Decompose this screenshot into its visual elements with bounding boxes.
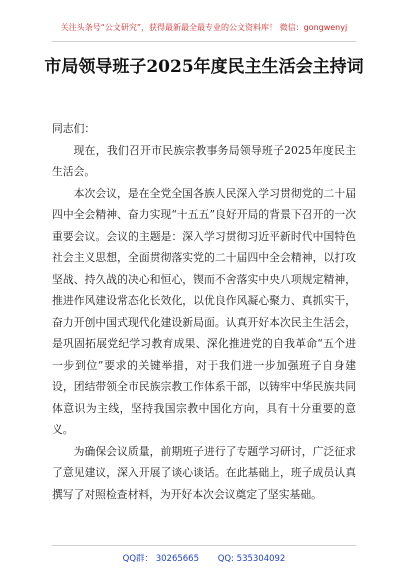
paragraph: 为确保会议质量，前期班子进行了专题学习研讨，广泛征求了意见建议，深入开展了谈心谈话。在此基础上，班子成员认真撰写了对照检查材料，为开好本次会议奠定了坚实基础。 <box>52 444 356 501</box>
footer-divider <box>52 545 356 546</box>
contact-footer <box>0 552 408 564</box>
promo-header: 关注头条号“公文研究”，获得最新最全最专业的公文资料库！ 微信：gongwenyj <box>60 23 348 32</box>
qq-contact-number: QQ: 535304092 <box>217 554 286 564</box>
salutation: 同志们： <box>52 122 96 135</box>
paragraph: 现在，我们召开市民族宗教事务局领导班子2025年度民主生活会。 <box>52 143 356 178</box>
document-body <box>52 118 356 505</box>
qq-group-number: QQ群： 30265665 <box>122 554 200 564</box>
header-divider <box>52 41 356 42</box>
paragraph: 本次会议，是在全党全国各族人民深入学习贯彻党的二十届四中全会精神、奋力实现“十五五”良好开局的背景下召开的一次重要会议。会议的主题是：深入学习贯彻习近平新时代中国特色社会主义思想，全面贯彻落实党的二十届四中全会精神，以打攻坚战、持久战的决心和恒心，锲而不舍落实中央八项规定精神，推进作风建设常态化长效化，以优良作风凝心聚力、真抓实干，奋力开创中国式现代化建设新局面。认真开好本次民主生活会，是巩固拓展党纪学习教育成果、深化推进党的自我革命“五个进一步到位”要求的关键举措，对于我们进一步加强班子自身建设，团结带领全市民族宗教工作体系干部，以铸牢中华民族共同体意识为主线，坚持我国宗教中国化方向，具有十分重要的意义。 <box>52 186 356 436</box>
document-title: 市局领导班子2025年度民主生活会主持词 <box>44 57 364 77</box>
